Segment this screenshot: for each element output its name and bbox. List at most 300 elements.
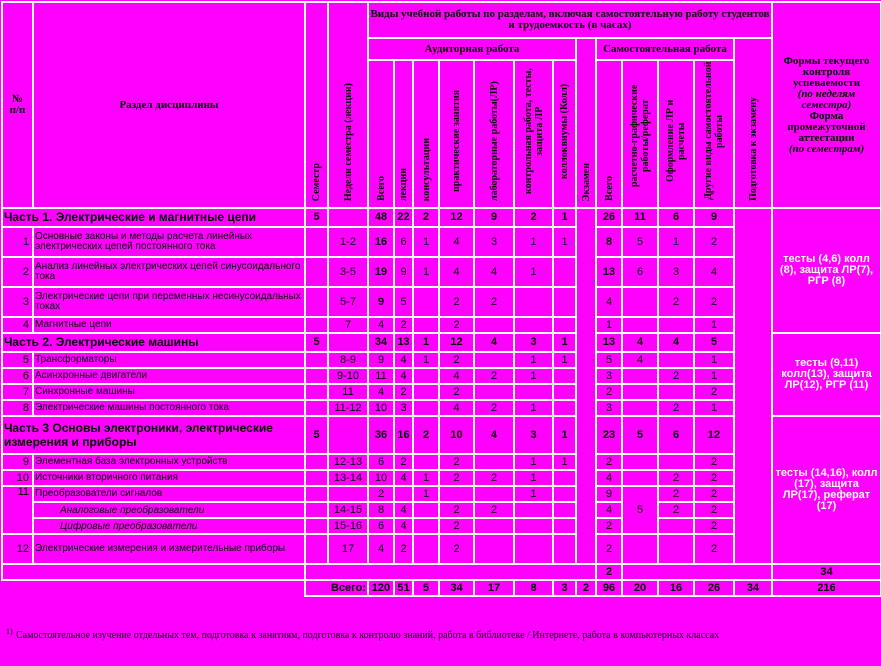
- value-cell: [514, 502, 553, 518]
- total-value: 3: [553, 580, 576, 596]
- topic-cell: Трансформаторы: [33, 352, 305, 368]
- value-cell: [553, 317, 576, 333]
- value-cell: 2: [694, 534, 734, 564]
- value-cell: 2: [474, 368, 514, 384]
- value-cell: [622, 454, 658, 470]
- week-cell: 1-2: [328, 227, 368, 257]
- value-cell: 1: [694, 317, 734, 333]
- header-rgr: расчетно-графические работы/реферат: [622, 60, 658, 208]
- value-cell: [553, 287, 576, 317]
- topic-cell: Элементная база электронных устройств: [33, 454, 305, 470]
- empty-cell: [305, 564, 596, 580]
- value-cell: [514, 317, 553, 333]
- value-cell: 6: [368, 454, 394, 470]
- value-cell: 2: [394, 384, 413, 400]
- value-cell: 1: [413, 470, 439, 486]
- topic-cell: Преобразователи сигналов: [33, 486, 305, 502]
- value-cell: 2: [439, 317, 474, 333]
- value-cell: 1: [553, 416, 576, 454]
- value-cell: 19: [368, 257, 394, 287]
- header-prep-exam: Подготовка к экзамену: [734, 38, 772, 208]
- week-cell: 8-9: [328, 352, 368, 368]
- value-cell: 1: [694, 352, 734, 368]
- row-number: 3: [2, 287, 33, 317]
- week-cell: 3-5: [328, 257, 368, 287]
- value-cell: 3: [474, 227, 514, 257]
- value-cell: 4: [596, 287, 622, 317]
- value-cell: 2: [658, 287, 694, 317]
- value-cell: 4: [474, 416, 514, 454]
- semester-cell: [305, 287, 328, 317]
- total-value: 120: [368, 580, 394, 596]
- value-cell: 2: [694, 384, 734, 400]
- value-cell: 3: [514, 416, 553, 454]
- value-cell: 2: [596, 518, 622, 534]
- value-cell: 4: [474, 257, 514, 287]
- semester-cell: [305, 470, 328, 486]
- value-cell: 2: [474, 470, 514, 486]
- subtopic-cell: Аналоговые преобразователи: [33, 502, 305, 518]
- value-cell: 2: [439, 502, 474, 518]
- total-value: 51: [394, 580, 413, 596]
- value-cell: 1: [553, 227, 576, 257]
- row-number: 11: [2, 486, 33, 534]
- footnote-text: Самостоятельное изучение отдельных тем, подготовка к занятиям, подготовка к контролю знаний, работа в библиотеке / Интернете, работа в компьютерных классах: [16, 630, 720, 641]
- value-cell: 23: [596, 416, 622, 454]
- value-cell: [658, 534, 694, 564]
- value-cell: 13: [596, 333, 622, 352]
- value-cell: 8: [596, 227, 622, 257]
- week-cell: 17: [328, 534, 368, 564]
- value-cell: 1: [658, 227, 694, 257]
- row-number: 2: [2, 257, 33, 287]
- semester-cell: 5: [305, 416, 328, 454]
- header-lab-reports: Оформление ЛР и расчеты: [658, 60, 694, 208]
- value-cell: 2: [694, 502, 734, 518]
- value-cell: 2: [658, 470, 694, 486]
- value-cell: [553, 518, 576, 534]
- section-title: Часть 1. Электрические и магнитные цепи: [2, 208, 305, 227]
- value-cell: 9: [394, 257, 413, 287]
- semester-cell: [305, 368, 328, 384]
- header-lectures: лекции: [394, 60, 413, 208]
- value-cell: 4: [622, 333, 658, 352]
- value-cell: 1: [514, 257, 553, 287]
- exam-hours: 2: [596, 564, 622, 580]
- total-value: 16: [658, 580, 694, 596]
- row-number: 12: [2, 534, 33, 564]
- value-cell: 1: [514, 400, 553, 416]
- value-cell: 48: [368, 208, 394, 227]
- value-cell: 6: [622, 257, 658, 287]
- value-cell: 2: [694, 518, 734, 534]
- value-cell: [553, 486, 576, 502]
- value-cell: 1: [553, 454, 576, 470]
- semester-cell: 5: [305, 333, 328, 352]
- value-cell: 16: [394, 416, 413, 454]
- value-cell: 4: [474, 333, 514, 352]
- semester-cell: [305, 384, 328, 400]
- value-cell: 4: [394, 518, 413, 534]
- value-cell: 4: [439, 368, 474, 384]
- value-cell: 5: [622, 416, 658, 454]
- semester-cell: [305, 534, 328, 564]
- value-cell: 4: [596, 502, 622, 518]
- value-cell: [553, 257, 576, 287]
- prep-hours: 34: [772, 564, 881, 580]
- header-other-work: Другие виды самостоятельной работы: [694, 60, 734, 208]
- topic-cell: Электрические машины постоянного тока: [33, 400, 305, 416]
- value-cell: 2: [474, 400, 514, 416]
- value-cell: 11: [622, 208, 658, 227]
- week-cell: 7: [328, 317, 368, 333]
- value-cell: 1: [413, 352, 439, 368]
- value-cell: [413, 287, 439, 317]
- subtopic-cell: Цифровые преобразователи: [33, 518, 305, 534]
- value-cell: 10: [368, 470, 394, 486]
- topic-cell: Электрические цепи при переменных несинусоидальных токах: [33, 287, 305, 317]
- value-cell: 4: [694, 257, 734, 287]
- value-cell: [413, 384, 439, 400]
- value-cell: 2: [439, 454, 474, 470]
- value-cell: 6: [368, 518, 394, 534]
- value-cell: 2: [694, 470, 734, 486]
- semester-cell: [305, 352, 328, 368]
- empty-cell: [2, 580, 305, 596]
- value-cell: 1: [553, 352, 576, 368]
- row-number: 5: [2, 352, 33, 368]
- value-cell: 4: [368, 534, 394, 564]
- value-cell: 5: [622, 486, 658, 534]
- value-cell: 1: [694, 400, 734, 416]
- value-cell: [553, 384, 576, 400]
- empty-cell: [2, 564, 305, 580]
- value-cell: 2: [694, 287, 734, 317]
- value-cell: [514, 534, 553, 564]
- value-cell: 2: [439, 287, 474, 317]
- total-label: Всего:: [305, 580, 368, 596]
- value-cell: [622, 470, 658, 486]
- value-cell: 2: [514, 208, 553, 227]
- header-week: Недели семестра (лекции): [328, 2, 368, 208]
- value-cell: 3: [394, 400, 413, 416]
- week-cell: 12-13: [328, 454, 368, 470]
- value-cell: [439, 486, 474, 502]
- value-cell: [413, 502, 439, 518]
- value-cell: 1: [514, 352, 553, 368]
- value-cell: [622, 384, 658, 400]
- total-value: 5: [413, 580, 439, 596]
- value-cell: [474, 384, 514, 400]
- semester-cell: [305, 227, 328, 257]
- value-cell: [474, 317, 514, 333]
- value-cell: [514, 384, 553, 400]
- header-control-forms: Формы текущего контроля успеваемости (по неделям семестра) Форма промежуточной аттестации (по семестрам): [772, 2, 881, 208]
- value-cell: 2: [439, 534, 474, 564]
- value-cell: 36: [368, 416, 394, 454]
- value-cell: 2: [596, 384, 622, 400]
- semester-cell: [305, 502, 328, 518]
- value-cell: 13: [596, 257, 622, 287]
- value-cell: 4: [439, 400, 474, 416]
- header-work-types: Виды учебной работы по разделам, включая самостоятельную работу студентов и трудоемкость (в часах): [368, 2, 772, 38]
- topic-cell: Основные законы и методы расчета линейных электрических цепей постоянного тока: [33, 227, 305, 257]
- value-cell: 12: [439, 208, 474, 227]
- value-cell: 3: [596, 368, 622, 384]
- value-cell: 4: [394, 502, 413, 518]
- control-forms-part1: тесты (4,6) колл (8), защита ЛР(7), РГР (8): [772, 208, 881, 333]
- value-cell: 3: [658, 257, 694, 287]
- semester-cell: 5: [305, 208, 328, 227]
- value-cell: 1: [514, 368, 553, 384]
- week-cell: 5-7: [328, 287, 368, 317]
- value-cell: [474, 454, 514, 470]
- header-practical: практические занятия: [439, 60, 474, 208]
- value-cell: [413, 400, 439, 416]
- value-cell: [658, 454, 694, 470]
- value-cell: 1: [514, 227, 553, 257]
- row-number: 10: [2, 470, 33, 486]
- value-cell: 2: [394, 534, 413, 564]
- value-cell: [622, 317, 658, 333]
- value-cell: 4: [394, 470, 413, 486]
- value-cell: 1: [514, 470, 553, 486]
- total-value: 34: [734, 580, 772, 596]
- value-cell: [413, 317, 439, 333]
- value-cell: 9: [368, 287, 394, 317]
- value-cell: [658, 518, 694, 534]
- topic-cell: Асинхронные двигатели: [33, 368, 305, 384]
- exam-row: [2, 564, 881, 580]
- footnote: [6, 627, 856, 643]
- value-cell: 1: [553, 333, 576, 352]
- topic-cell: Магнитные цепи: [33, 317, 305, 333]
- value-cell: [622, 368, 658, 384]
- value-cell: 2: [439, 352, 474, 368]
- value-cell: 2: [658, 502, 694, 518]
- value-cell: 2: [658, 400, 694, 416]
- control-forms-part2: тесты (9,11) колл(13), защита ЛР(12), РГР (11): [772, 333, 881, 416]
- section-row-1: [2, 208, 881, 227]
- header-section: Раздел дисциплины: [33, 2, 305, 208]
- value-cell: 4: [368, 317, 394, 333]
- value-cell: 3: [596, 400, 622, 416]
- week-cell: [328, 486, 368, 502]
- value-cell: 1: [514, 486, 553, 502]
- value-cell: 2: [394, 317, 413, 333]
- value-cell: 9: [474, 208, 514, 227]
- total-value: 17: [474, 580, 514, 596]
- value-cell: 10: [368, 400, 394, 416]
- value-cell: [622, 400, 658, 416]
- value-cell: 6: [658, 416, 694, 454]
- value-cell: [658, 317, 694, 333]
- value-cell: 9: [596, 486, 622, 502]
- header-no: № п/п: [2, 2, 33, 208]
- value-cell: 1: [596, 317, 622, 333]
- control-forms-part3: тесты (14,16), колл (17), защита ЛР(17), реферат (17): [772, 416, 881, 564]
- value-cell: 2: [658, 368, 694, 384]
- prep-column-cell: [734, 208, 772, 564]
- header-independent: Самостоятельная работа: [596, 38, 734, 60]
- header-classroom-total: Всего: [368, 60, 394, 208]
- header-independent-total: Всего: [596, 60, 622, 208]
- value-cell: [622, 534, 658, 564]
- value-cell: 2: [439, 384, 474, 400]
- total-value: 26: [694, 580, 734, 596]
- value-cell: [474, 534, 514, 564]
- value-cell: [413, 518, 439, 534]
- value-cell: 4: [622, 352, 658, 368]
- topic-cell: Источники вторичного питания: [33, 470, 305, 486]
- value-cell: 5: [694, 333, 734, 352]
- value-cell: 9: [368, 352, 394, 368]
- value-cell: 1: [413, 227, 439, 257]
- row-number: 9: [2, 454, 33, 470]
- total-value: 8: [514, 580, 553, 596]
- value-cell: 4: [368, 384, 394, 400]
- row-number: 6: [2, 368, 33, 384]
- value-cell: [514, 518, 553, 534]
- value-cell: 13: [394, 333, 413, 352]
- semester-cell: [305, 257, 328, 287]
- value-cell: 2: [474, 502, 514, 518]
- week-cell: [328, 208, 368, 227]
- value-cell: 9: [694, 208, 734, 227]
- row-number: 7: [2, 384, 33, 400]
- week-cell: [328, 416, 368, 454]
- row-number: 1: [2, 227, 33, 257]
- value-cell: [553, 470, 576, 486]
- value-cell: [514, 287, 553, 317]
- value-cell: 5: [394, 287, 413, 317]
- value-cell: 2: [413, 208, 439, 227]
- header-colloquium: коллоквиумы (Колл): [553, 60, 576, 208]
- value-cell: 5: [596, 352, 622, 368]
- total-value: 96: [596, 580, 622, 596]
- value-cell: 2: [368, 486, 394, 502]
- semester-cell: [305, 400, 328, 416]
- value-cell: 26: [596, 208, 622, 227]
- value-cell: 1: [694, 368, 734, 384]
- value-cell: [553, 400, 576, 416]
- value-cell: 2: [439, 470, 474, 486]
- value-cell: 2: [694, 227, 734, 257]
- week-cell: 15-16: [328, 518, 368, 534]
- row-number: 4: [2, 317, 33, 333]
- value-cell: [474, 518, 514, 534]
- exam-column-cell: [576, 208, 596, 564]
- row-number: 8: [2, 400, 33, 416]
- value-cell: 4: [394, 352, 413, 368]
- week-cell: [328, 333, 368, 352]
- header-semester: Семестр: [305, 2, 328, 208]
- value-cell: 4: [439, 227, 474, 257]
- topic-cell: Синхронные машины: [33, 384, 305, 400]
- section-title: Часть 3 Основы электроники, электрические измерения и приборы: [2, 416, 305, 454]
- value-cell: 2: [413, 416, 439, 454]
- value-cell: [553, 368, 576, 384]
- footnote-mark: 1): [6, 627, 13, 636]
- value-cell: 34: [368, 333, 394, 352]
- value-cell: 5: [622, 227, 658, 257]
- empty-cell: [622, 564, 772, 580]
- header-consultations: консультации: [413, 60, 439, 208]
- value-cell: [413, 534, 439, 564]
- curriculum-table: [1, 1, 881, 597]
- value-cell: 2: [394, 454, 413, 470]
- value-cell: 8: [368, 502, 394, 518]
- value-cell: 22: [394, 208, 413, 227]
- header-control-work: контрольная работа, тесты, защита ЛР: [514, 60, 553, 208]
- week-cell: 14-15: [328, 502, 368, 518]
- semester-cell: [305, 486, 328, 502]
- topic-cell: Анализ линейных электрических цепей синусоидального тока: [33, 257, 305, 287]
- week-cell: 9-10: [328, 368, 368, 384]
- value-cell: 4: [394, 368, 413, 384]
- value-cell: 2: [658, 486, 694, 502]
- value-cell: 1: [413, 333, 439, 352]
- value-cell: 4: [658, 333, 694, 352]
- value-cell: 11: [368, 368, 394, 384]
- value-cell: [394, 486, 413, 502]
- header-classroom: Аудиторная работа: [368, 38, 576, 60]
- value-cell: 1: [514, 454, 553, 470]
- week-cell: 11: [328, 384, 368, 400]
- value-cell: [474, 352, 514, 368]
- semester-cell: [305, 454, 328, 470]
- value-cell: 4: [439, 257, 474, 287]
- value-cell: 2: [596, 454, 622, 470]
- section-title: Часть 2. Электрические машины: [2, 333, 305, 352]
- value-cell: [658, 384, 694, 400]
- total-row: [2, 580, 881, 596]
- total-value: 2: [576, 580, 596, 596]
- value-cell: 12: [694, 416, 734, 454]
- value-cell: 1: [553, 208, 576, 227]
- value-cell: 2: [596, 534, 622, 564]
- value-cell: [553, 534, 576, 564]
- value-cell: [622, 287, 658, 317]
- value-cell: 2: [694, 486, 734, 502]
- topic-cell: Электрические измерения и измерительные приборы: [33, 534, 305, 564]
- value-cell: 1: [413, 257, 439, 287]
- week-cell: 13-14: [328, 470, 368, 486]
- value-cell: 2: [439, 518, 474, 534]
- value-cell: [413, 454, 439, 470]
- total-value: 20: [622, 580, 658, 596]
- total-sum: 216: [772, 580, 881, 596]
- value-cell: 2: [474, 287, 514, 317]
- value-cell: 6: [394, 227, 413, 257]
- header-labs: лабораторные работы(ЛР): [474, 60, 514, 208]
- value-cell: 6: [658, 208, 694, 227]
- semester-cell: [305, 518, 328, 534]
- value-cell: 4: [596, 470, 622, 486]
- value-cell: 1: [413, 486, 439, 502]
- value-cell: 3: [514, 333, 553, 352]
- value-cell: [474, 486, 514, 502]
- header-exam: Экзамен: [576, 38, 596, 208]
- value-cell: 10: [439, 416, 474, 454]
- value-cell: [553, 502, 576, 518]
- semester-cell: [305, 317, 328, 333]
- value-cell: [658, 352, 694, 368]
- value-cell: [413, 368, 439, 384]
- value-cell: 12: [439, 333, 474, 352]
- total-value: 34: [439, 580, 474, 596]
- value-cell: 16: [368, 227, 394, 257]
